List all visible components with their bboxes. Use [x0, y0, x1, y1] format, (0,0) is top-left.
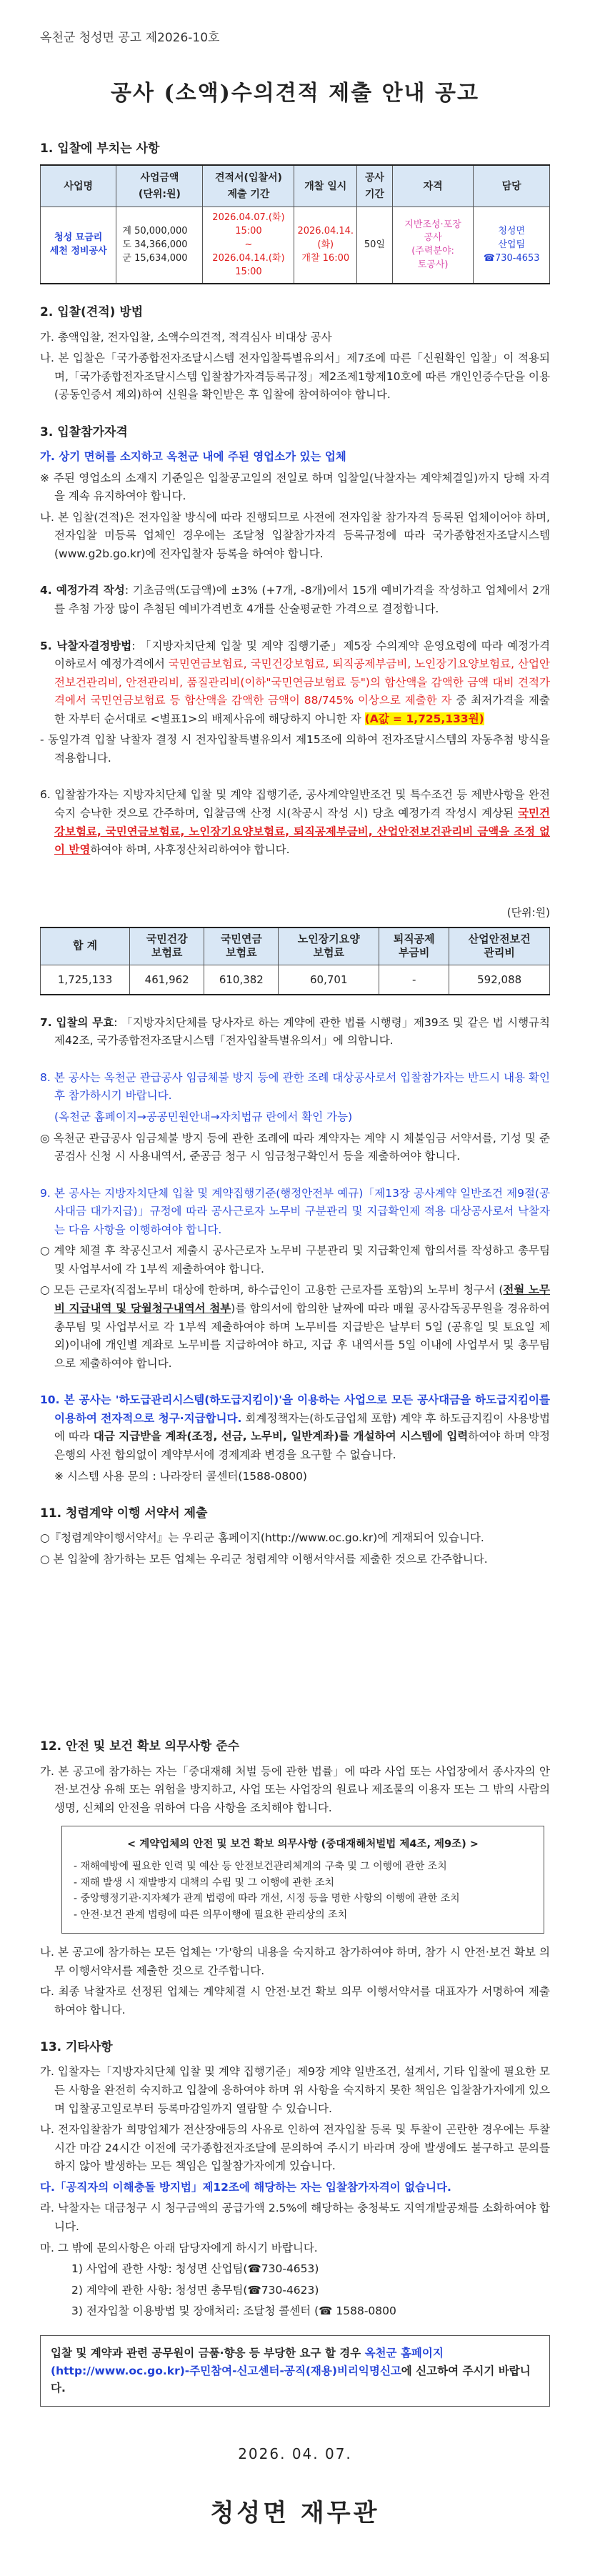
report-notice-box — [40, 2335, 550, 2407]
section-4-text — [40, 582, 550, 618]
period-end: 2026.04.14.(화) 15:00 — [212, 252, 285, 277]
table-row — [41, 207, 550, 284]
contact-phone: ☎730-4653 — [483, 252, 540, 264]
insurance-table — [40, 927, 550, 995]
col-header: 산업안전보건 관리비 — [449, 928, 550, 965]
amount-total: 계 50,000,000 — [122, 226, 188, 237]
section-12-da: 다. 최종 낙찰자로 선정된 업체는 계약체결 시 안전·보건 확보 의무 이행서약서를 대표자가 서명하여 제출하여야 합니다. — [40, 1985, 550, 2016]
section-8-t3: ◎ 옥천군 관급공사 임금체불 방지 등에 관한 조례에 따라 계약자는 계약 시 체불임금 서약서를, 기성 및 준공검사 신청 시 사용내역서, 준공금 청구 시 임금청구확인서 등을 제출하여야 합니다. — [40, 1131, 550, 1163]
col-header: 노인장기요양 보험료 — [279, 928, 379, 965]
a-value: (A값 = 1,725,133원) — [364, 712, 484, 725]
obligation-item: - 재해예방에 필요한 인력 및 예산 등 안전보건관리체계의 구축 및 그 이행에 관한 조치 — [74, 1861, 447, 1873]
obligation-item: - 중앙행정기관·지자체가 관계 법령에 따라 개선, 시정 등을 명한 사항의 이행에 관한 조치 — [74, 1893, 460, 1905]
document-number: 옥천군 청성면 공고 제2026-10호 — [40, 31, 220, 45]
section-10-t1: 10. 본 공사는 '하도급관리시스템(하도급지킴이)'을 이용하는 사업으로 모든 공사대금을 하도급지킴이를 이용하여 전자적으로 청구·지급합니다. — [40, 1393, 550, 1425]
project-amount — [116, 207, 203, 284]
amount-province: 도 34,366,000 — [122, 239, 188, 250]
section-7-text — [40, 1014, 550, 1050]
section-2 — [40, 303, 550, 404]
col-header: 자격 — [392, 165, 474, 207]
col-header: 합 계 — [41, 928, 130, 965]
period-sep: ~ — [244, 239, 253, 250]
section-6-text — [40, 786, 550, 859]
opening-day: (화) — [317, 239, 334, 250]
section-11-b2: ○ 본 입찰에 참가하는 모든 업체는 우리군 청렴계약 이행서약서를 제출한 것으로 간주합니다. — [40, 1552, 488, 1566]
section-3-ga: 가. 상기 면허를 소지하고 옥천군 내에 주된 영업소가 있는 업체 — [40, 450, 346, 463]
section-4 — [40, 582, 550, 618]
section-3-na: 나. 본 입찰(견적)은 전자입찰 방식에 따라 진행되므로 사전에 전자입찰 참가자격 등록된 업체이어야 하며, 전자입찰 미등록 업체인 경우에는 조달청 입찰참가자격 등록규정에 따라 국가종합전자조달시스템(www.g2b.go.kr)에 전자입찰자 등록을 하여야 합니다. — [40, 510, 550, 560]
col-header: 개찰 일시 — [294, 165, 357, 207]
notice-date: 2026. 04. 07. — [238, 2445, 352, 2463]
contact-item: 3) 전자입찰 이용방법 및 장애처리: 조달청 콜센터 (☎ 1588-0800 — [71, 2304, 396, 2318]
report-notice-t1: 입찰 및 계약과 관련 공무원이 금품·향응 등 부당한 요구 할 경우 — [51, 2346, 365, 2359]
section-10-t3: 대금 지급받을 계좌(조정, 선금, 노무비, 일반계좌)를 개설하여 시스템에 입력 — [93, 1430, 469, 1443]
section-10-t5: ※ 시스템 사용 문의 : 나라장터 콜센터(1588-0800) — [54, 1469, 307, 1483]
col-header: 견적서(입찰서) 제출 기간 — [203, 165, 294, 207]
signer: 청성면 재무관 — [210, 2499, 380, 2528]
qual-line: 토공사) — [417, 259, 449, 271]
col-header: 담당 — [474, 165, 550, 207]
bid-items-table — [40, 164, 550, 284]
contact — [474, 207, 550, 284]
obligations-box — [61, 1826, 544, 1934]
opening-date: 2026.04.14. — [297, 226, 354, 237]
project-name: 청성 묘금리 세천 정비공사 — [41, 207, 116, 284]
section-12-heading: 12. 안전 및 보건 확보 의무사항 준수 — [40, 1739, 240, 1754]
section-6-t1: 6. 입찰참가자는 지방자치단체 입찰 및 계약 집행기준, 공사계약일반조건 및 특수조건 등 제반사항을 완전 숙지 승낙한 것으로 간주하며, 입찰금액 산정 시(착공시 작성 시) 당초 예정가격 작성시 계상된 — [40, 788, 550, 820]
table-cell: 461,962 — [130, 965, 204, 995]
section-7-label: 7. 입찰의 무효 — [40, 1015, 114, 1029]
section-1-heading: 1. 입찰에 부치는 사항 — [40, 141, 160, 156]
section-11 — [40, 1504, 550, 1568]
section-10-t4: 하여야 하며 약정은행의 사전 합의없이 계약부서에 경제계좌 변경을 요구할 수 없습니다. — [54, 1430, 551, 1461]
section-3 — [40, 423, 550, 564]
section-5-t2: 국민연금보험료, 국민건강보험료, 퇴직공제부금비, 노인장기요양보험료, 산업안전보건관리비, 안전관리비, 품질관리비(이하"국민연금보험료 등")의 합산액을 감액한 금액 대비 견적가격에서 국민연금보험료 등 합산액을 감액한 금액이 88/745% 이상으로 제출한 자 — [54, 657, 551, 707]
section-6 — [40, 786, 550, 995]
report-link[interactable]: 옥천군 홈페이지(http://www.oc.go.kr)-주민참여-신고센터-공직(재용)비리익명신고 — [51, 2346, 444, 2377]
section-13-da: 다.「공직자의 이해충돌 방지법」제12조에 해당하는 자는 입찰참가자격이 없습니다. — [40, 2180, 451, 2194]
section-8 — [40, 1069, 550, 1166]
section-12 — [40, 1737, 550, 2019]
section-9-b1: ○ 계약 체결 후 착공신고서 제출시 공사근로자 노무비 구분관리 및 지급확인제 합의서를 작성하고 총무팀 및 사업부서에 각 1부씩 제출하여야 합니다. — [40, 1244, 550, 1275]
section-13 — [40, 2038, 550, 2407]
amount-county: 군 15,634,000 — [122, 252, 188, 264]
col-header: 사업금액 (단위:원) — [116, 165, 203, 207]
table-cell: 60,701 — [279, 965, 379, 995]
table-cell: - — [379, 965, 449, 995]
section-10-t2: 회계정책자는(하도급업체 포함) 계약 후 하도급지킴이 사용방법에 따라 — [54, 1411, 550, 1443]
section-4-label: 4. 예정가격 작성 — [40, 584, 125, 597]
section-4-body: : 기초금액(도급액)에 ±3% (+7개, -8개)에서 15개 예비가격을 작성하고 업체에서 2개를 추첨 가장 많이 추첨된 예비가격번호 4개를 산술평균한 가격으로 결정합니다. — [54, 584, 550, 615]
obligation-item: - 재해 발생 시 재발방지 대책의 수립 및 그 이행에 관한 조치 — [74, 1876, 335, 1889]
section-13-ma: 마. 그 밖에 문의사항은 아래 담당자에게 하시기 바랍니다. — [40, 2241, 318, 2254]
contact-line: 청성면 — [498, 226, 526, 237]
section-9-b2c: )를 합의서에 합의한 날짜에 따라 매월 공사감독공무원을 경유하여 총무팀 및 사업부서로 각 1부씩 제출하여야 하며 노무비를 지급받은 날부터 5일 (공휴일 및 토요일 제외)이내에 개인별 계좌로 노무비를 지급하여야 하고, 지급 후 내역서를 5일 이내에 사업부서 및 총무팀으로 제출하여야 합니다. — [54, 1302, 550, 1370]
section-9-b2 — [40, 1281, 550, 1373]
table-row — [41, 965, 550, 995]
section-7-body: : 「지방자치단체를 당사자로 하는 계약에 관한 법률 시행령」제39조 및 같은 법 시행규칙 제42조, 국가종합전자조달시스템「전자입찰특별유의서」에 의합니다. — [54, 1015, 550, 1048]
table-cell: 592,088 — [449, 965, 550, 995]
submission-period — [203, 207, 294, 284]
unit-label: (단위:원) — [506, 905, 550, 919]
section-3-heading: 3. 입찰참가자격 — [40, 424, 128, 439]
period-start: 2026.04.07.(화) 15:00 — [212, 212, 285, 237]
section-13-na: 나. 전자입찰참가 희망업체가 전산장애등의 사유로 인하여 전자입찰 등록 및 투찰이 곤란한 경우에는 투찰시간 마감 24시간 이전에 국가종합전자조달에 문의하여 주시기 바라며 장애 발생에도 불구하고 문의를 하지 않아 발생하는 모든 책임은 입찰참가자에게 있습니다. — [40, 2123, 550, 2173]
section-9-b2b: 전월 노무비 지급내역 및 당월청구내역서 첨부 — [54, 1283, 550, 1315]
report-notice-t3: 에 신고하여 주시기 바랍니다. — [51, 2364, 531, 2395]
obligations-box-title: < 계약업체의 안전 및 보건 확보 의무사항 (중대재해처벌법 제4조, 제9조) > — [127, 1839, 479, 1851]
section-8-t2: (옥천군 홈페이지→공공민원안내→자치법규 란에서 확인 가능) — [54, 1110, 353, 1123]
section-10-text — [40, 1391, 550, 1464]
table-cell: 1,725,133 — [41, 965, 130, 995]
col-header: 퇴직공제 부금비 — [379, 928, 449, 965]
section-2-na: 나. 본 입찰은「국가종합전자조달시스템 전자입찰특별유의서」제7조에 따른「신원확인 입찰」이 적용되며,「국가종합전자조달시스템 입찰참가자격등록규정」제2조제1항제10호에 따른 개인인증수단을 이용(공동인증서 제외)하여 신원을 확인받은 후 입찰에 참여하여야 합니다. — [40, 352, 551, 402]
qualification — [392, 207, 474, 284]
section-13-ra: 라. 낙찰자는 대금청구 시 청구금액의 공급가액 2.5%에 해당하는 충청북도 지역개발공채를 소화하여야 합니다. — [40, 2202, 550, 2233]
section-5-label: 5. 낙찰자결정방법 — [40, 639, 132, 652]
opening-datetime — [294, 207, 357, 284]
opening-time: 개찰 16:00 — [301, 252, 350, 264]
section-5-text — [40, 637, 550, 729]
section-11-heading: 11. 청렴계약 이행 서약서 제출 — [40, 1506, 208, 1521]
col-header: 사업명 — [41, 165, 116, 207]
section-5-t3: 중 최저가격을 제출한 자부터 순서대로 <별표1>의 배제사유에 해당하지 아니한 자 — [54, 694, 550, 725]
section-9 — [40, 1185, 550, 1373]
section-6-t2: 국민건강보험료, 국민연금보험료, 노인장기요양보험료, 퇴직공제부금비, 산업안전보건관리비 금액을 조정 없이 반영 — [54, 807, 550, 857]
section-5-sub: - 동일가격 입찰 낙찰자 결정 시 전자입찰특별유의서 제15조에 의하여 전자조달시스템의 자동추첨 방식을 적용합니다. — [40, 733, 550, 765]
section-3-ga-note: ※ 주된 영업소의 소재지 기준일은 입찰공고일의 전일로 하며 입찰일(낙찰자는 계약체결일)까지 당해 자격을 계속 유지하여야 합니다. — [40, 471, 550, 503]
section-2-heading: 2. 입찰(견적) 방법 — [40, 305, 144, 320]
section-8-t1: 8. 본 공사는 옥천군 관급공사 임금체불 방지 등에 관한 조례 대상공사로서 입찰참가자는 반드시 내용 확인 후 참가하시기 바랍니다. — [40, 1070, 550, 1103]
page-title: 공사 (소액)수의견적 제출 안내 공고 — [111, 81, 479, 106]
contact-item: 2) 계약에 관한 사항: 청성면 총무팀(☎730-4623) — [71, 2283, 319, 2297]
section-7 — [40, 1014, 550, 1050]
contact-item: 1) 사업에 관한 사항: 청성면 산업팀(☎730-4653) — [71, 2262, 319, 2276]
col-header: 국민건강 보험료 — [130, 928, 204, 965]
table-cell: 610,382 — [204, 965, 279, 995]
section-13-heading: 13. 기타사항 — [40, 2040, 113, 2055]
section-10 — [40, 1391, 550, 1486]
section-9-t1: 9. 본 공사는 지방자치단체 입찰 및 계약집행기준(행정안전부 예규)「제13장 공사계약 일반조건 제9절(공사대금 대가지급)」규정에 따라 공사근로자 노무비 구분관리 및 지급확인제 적용 대상공사로서 낙찰자는 다음 사항을 이행하여야 합니다. — [40, 1186, 550, 1236]
page-break-gap — [40, 1587, 550, 1737]
section-5 — [40, 637, 550, 768]
section-9-b2a: ○ 모든 근로자(직접노무비 대상에 한하며, 하수급인이 고용한 근로자를 포함)의 노무비 청구서 ( — [40, 1283, 504, 1297]
col-header: 공사 기간 — [357, 165, 393, 207]
section-6-t3: 하여야 하며, 사후정산처리하여야 합니다. — [90, 843, 290, 857]
section-2-ga: 가. 총액입찰, 전자입찰, 소액수의견적, 적격심사 비대상 공사 — [40, 330, 332, 344]
obligation-item: - 안전·보건 관계 법령에 따른 의무이행에 필요한 관리상의 조치 — [74, 1909, 348, 1921]
qual-line: 지반조성·포장 — [404, 219, 461, 230]
section-5-t1: : 「지방자치단체 입찰 및 계약 집행기준」제5장 수의계약 운영요령에 따라 예정가격 이하로서 예정가격에서 — [54, 639, 550, 671]
construction-duration: 50일 — [357, 207, 393, 284]
section-11-b1: ○『청렴계약이행서약서』는 우리군 홈페이지(http://www.oc.go.kr)에 게재되어 있습니다. — [40, 1531, 484, 1545]
contact-line: 산업팀 — [498, 239, 526, 250]
qual-line: (주력분야: — [411, 246, 454, 257]
section-12-ga: 가. 본 공고에 참가하는 자는「중대재해 처벌 등에 관한 법률」에 따라 사업 또는 사업장에서 종사자의 안전·보건상 유해 또는 위험을 방지하고, 사업 또는 사업장의 원료나 제조물의 이용자 또는 그 밖의 사람의 생명, 신체의 안전을 위하여 다음 사항을 조치해야 합니다. — [40, 1764, 550, 1814]
section-1 — [40, 139, 550, 284]
qual-line: 공사 — [424, 232, 442, 244]
section-12-na: 나. 본 공고에 참가하는 모든 업체는 '가'항의 내용을 숙지하고 참가하여야 하며, 참가 시 안전·보건 확보 의무 이행서약서를 제출한 것으로 간주합니다. — [40, 1946, 550, 1977]
section-13-ga: 가. 입찰자는「지방자치단체 입찰 및 계약 집행기준」제9장 계약 일반조건, 설계서, 기타 입찰에 필요한 모든 사항을 완전히 숙지하고 입찰에 응하여야 하며 위 사항을 숙지하지 못한 책임은 입찰참가자에게 있으며 입찰공고일로부터 등록마감일까지 열람할 수 있습니다. — [40, 2065, 550, 2115]
col-header: 국민연금 보험료 — [204, 928, 279, 965]
